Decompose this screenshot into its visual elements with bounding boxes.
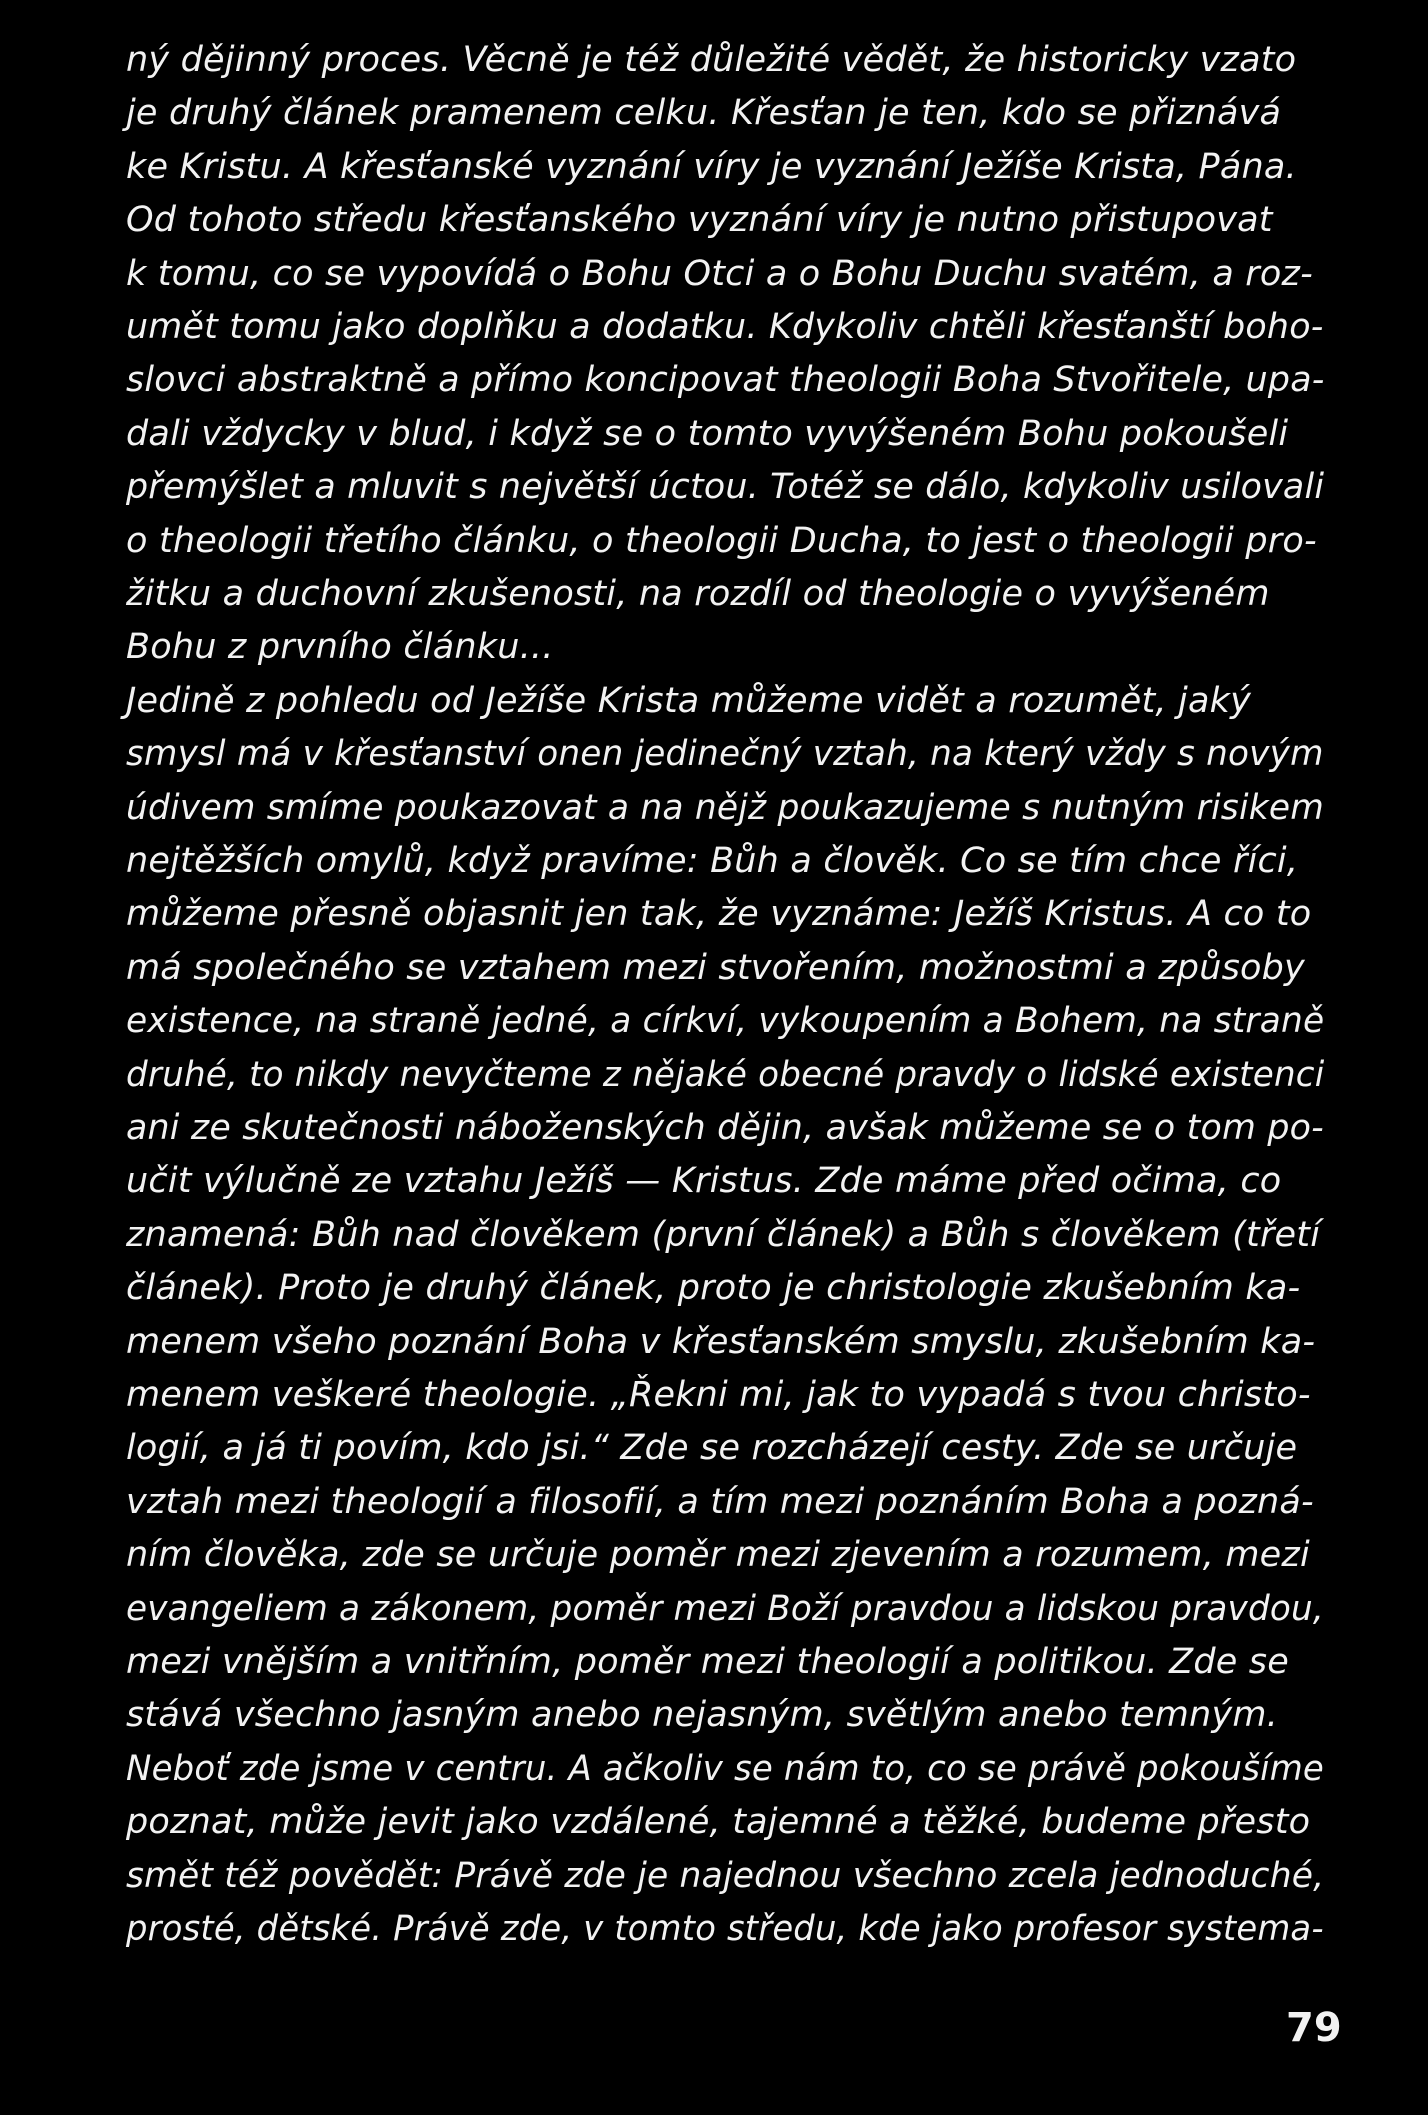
text-line: poznat, může jevit jako vzdálené, tajemné a těžké, budeme přesto [126,1802,1311,1842]
text-line: slovci abstraktně a přímo koncipovat theologii Boha Stvořitele, upa- [126,360,1325,400]
text-line: druhé, to nikdy nevyčteme z nějaké obecné pravdy o lidské existenci [126,1055,1325,1095]
text-line: k tomu, co se vypovídá o Bohu Otci a o Bohu Duchu svatém, a roz- [126,254,1313,294]
text-line: existence, na straně jedné, a církví, vykoupením a Bohem, na straně [126,1001,1325,1041]
text-line: menem všeho poznání Boha v křesťanském smyslu, zkušebním ka- [126,1322,1316,1362]
text-line: dali vždycky v blud, i když se o tomto vyvýšeném Bohu pokoušeli [126,414,1289,454]
text-line: Jedině z pohledu od Ježíše Krista můžeme vidět a rozumět, jaký [126,681,1251,721]
text-line: článek). Proto je druhý článek, proto je christologie zkušebním ka- [126,1268,1301,1308]
text-line: nejtěžších omylů, když pravíme: Bůh a člověk. Co se tím chce říci, [126,841,1299,881]
text-line: evangeliem a zákonem, poměr mezi Boží pravdou a lidskou pravdou, [126,1589,1324,1629]
text-line: prosté, dětské. Právě zde, v tomto středu, kde jako profesor systema- [126,1909,1324,1949]
text-line: ný dějinný proces. Věcně je též důležité vědět, že historicky vzato [126,40,1297,80]
text-line: mezi vnějším a vnitřním, poměr mezi theologií a politikou. Zde se [126,1642,1289,1682]
text-line: učit výlučně ze vztahu Ježíš — Kristus. Zde máme před očima, co [126,1161,1282,1201]
text-line: ani ze skutečnosti náboženských dějin, avšak můžeme se o tom po- [126,1108,1324,1148]
text-line: přemýšlet a mluvit s největší úctou. Totéž se dálo, kdykoliv usilovali [126,467,1325,507]
text-line: vztah mezi theologií a filosofií, a tím mezi poznáním Boha a pozná- [126,1482,1314,1522]
text-line: smět též povědět: Právě zde je najednou všechno zcela jednoduché, [126,1856,1325,1896]
text-line: můžeme přesně objasnit jen tak, že vyznáme: Ježíš Kristus. A co to [126,894,1312,934]
text-line: o theologii třetího článku, o theologii Ducha, to jest o theologii pro- [126,521,1317,561]
text-line: znamená: Bůh nad člověkem (první článek) a Bůh s člověkem (třetí [126,1215,1321,1255]
text-line: ke Kristu. A křesťanské vyznání víry je vyznání Ježíše Krista, Pána. [126,147,1297,187]
text-line: logií, a já ti povím, kdo jsi.“ Zde se rozcházejí cesty. Zde se určuje [126,1428,1298,1468]
text-line: Neboť zde jsme v centru. A ačkoliv se nám to, co se právě pokoušíme [126,1749,1325,1789]
text-line: umět tomu jako doplňku a dodatku. Kdykoliv chtěli křesťanští boho- [126,307,1324,347]
text-line: Bohu z prvního článku... [126,627,554,667]
text-line: je druhý článek pramenem celku. Křesťan je ten, kdo se přiznává [126,93,1282,133]
text-line: stává všechno jasným anebo nejasným, světlým anebo temným. [126,1695,1278,1735]
text-line: Od tohoto středu křesťanského vyznání víry je nutno přistupovat [126,200,1273,240]
text-line: údivem smíme poukazovat a na nějž poukazujeme s nutným risikem [126,788,1325,828]
text-line: menem veškeré theologie. „Řekni mi, jak to vypadá s tvou christo- [126,1375,1311,1415]
text-line: ním člověka, zde se určuje poměr mezi zjevením a rozumem, mezi [126,1535,1310,1575]
text-line: žitku a duchovní zkušenosti, na rozdíl od theologie o vyvýšeném [126,574,1270,614]
page-number: 79 [1286,2005,1342,2051]
text-line: má společného se vztahem mezi stvořením, možnostmi a způsoby [126,948,1305,988]
text-line: smysl má v křesťanství onen jedinečný vztah, na který vždy s novým [126,734,1324,774]
